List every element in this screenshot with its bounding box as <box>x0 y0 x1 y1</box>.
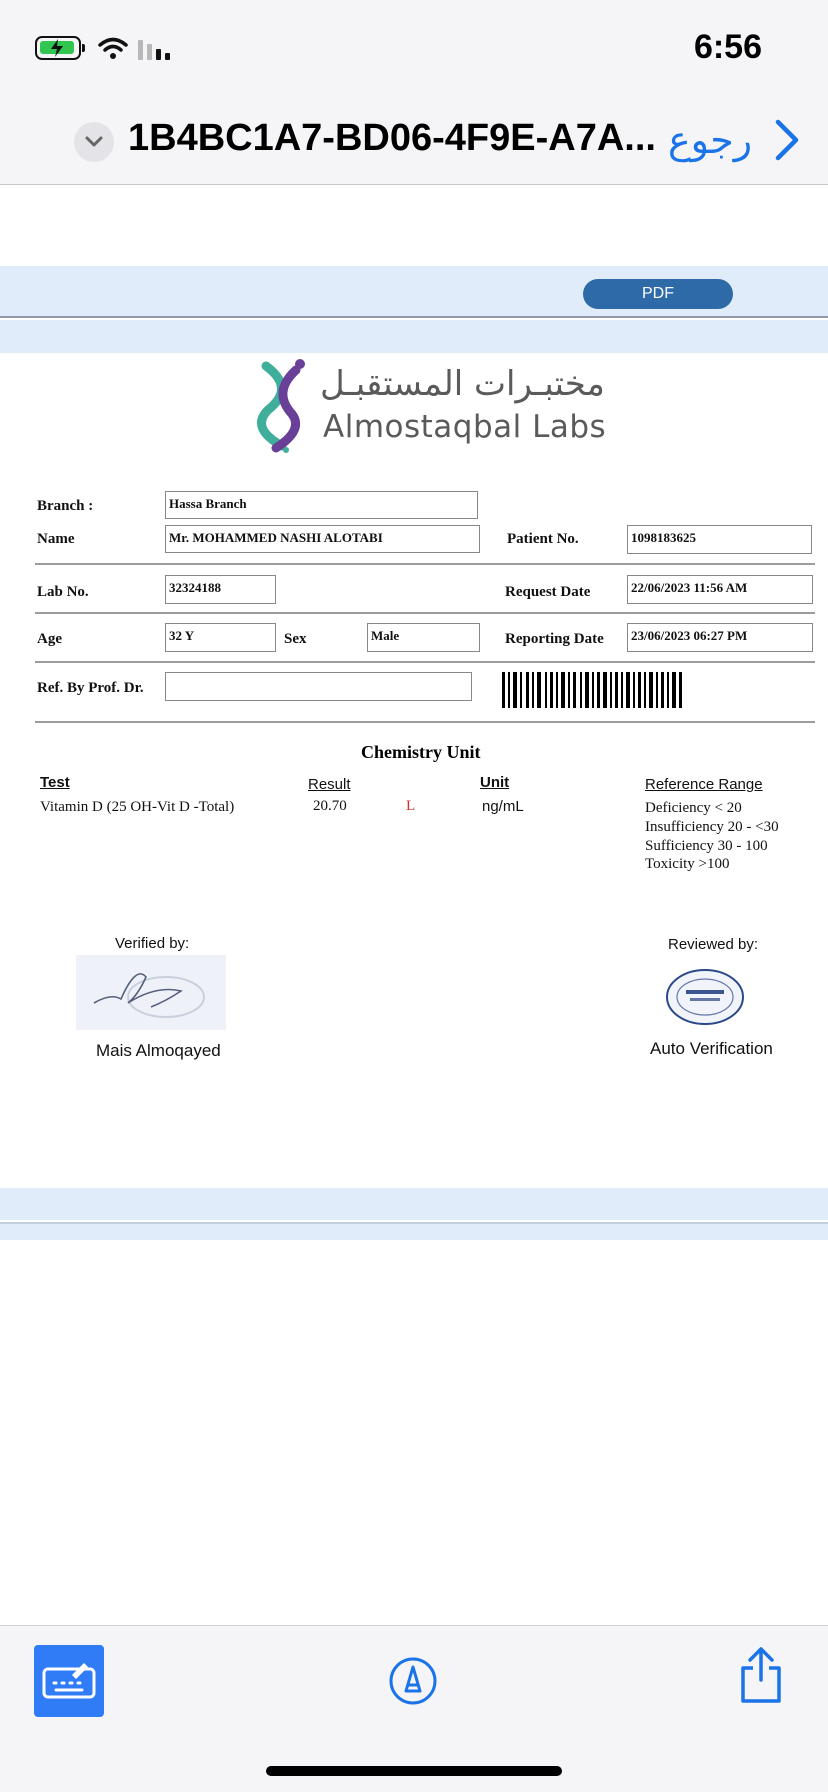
verified-by-label: Verified by: <box>115 935 190 952</box>
dna-logo-icon <box>256 358 308 454</box>
col-header-test: Test <box>40 774 70 791</box>
age-value: 32 Y <box>165 623 276 652</box>
result-flag: L <box>406 798 416 814</box>
sex-label: Sex <box>284 631 307 647</box>
test-result: 20.70 <box>313 798 347 814</box>
request-date-value: 22/06/2023 11:56 AM <box>627 575 813 604</box>
document-title[interactable]: 1B4BC1A7-BD06-4F9E-A7A... <box>128 117 656 159</box>
unit-title: Chemistry Unit <box>361 742 481 762</box>
markup-button[interactable] <box>34 1645 104 1717</box>
lab-no-value: 32324188 <box>165 575 276 604</box>
title-menu-button[interactable] <box>74 122 114 162</box>
verified-by-name: Mais Almoqayed <box>96 1041 221 1060</box>
name-value: Mr. MOHAMMED NASHI ALOTABI <box>165 525 480 553</box>
request-date-label: Request Date <box>505 584 591 600</box>
reference-line: Insufficiency 20 - <30 <box>645 819 779 835</box>
col-header-reference: Reference Range <box>645 776 763 793</box>
logo-english-name: Almostaqbal Labs <box>323 409 607 445</box>
status-time: 6:56 <box>693 28 762 66</box>
pen-markup-icon[interactable] <box>387 1655 439 1707</box>
pdf-page-separator <box>0 320 828 353</box>
pdf-page-footer-band <box>0 1188 828 1220</box>
reviewed-by-name: Auto Verification <box>650 1039 773 1058</box>
branch-label: Branch : <box>37 498 94 514</box>
pdf-badge: PDF <box>583 279 733 309</box>
ref-by-label: Ref. By Prof. Dr. <box>37 680 144 696</box>
wifi-icon <box>98 36 128 60</box>
patient-no-label: Patient No. <box>507 531 579 547</box>
reviewed-by-label: Reviewed by: <box>668 936 759 953</box>
divider <box>35 612 815 614</box>
branch-value: Hassa Branch <box>165 491 478 519</box>
share-icon[interactable] <box>738 1646 784 1704</box>
reference-line: Toxicity >100 <box>645 856 730 872</box>
divider <box>35 661 815 663</box>
barcode-icon <box>502 672 682 708</box>
reference-line: Sufficiency 30 - 100 <box>645 838 768 854</box>
result-unit: ng/mL <box>482 798 524 815</box>
battery-charging-icon <box>35 36 81 60</box>
chevron-right-icon[interactable] <box>774 118 800 162</box>
lab-no-label: Lab No. <box>37 584 89 600</box>
pdf-page-separator <box>0 1222 828 1240</box>
test-name: Vitamin D (25 OH-Vit D -Total) <box>40 799 235 815</box>
age-label: Age <box>37 631 62 647</box>
markup-keyboard-icon <box>42 1661 96 1701</box>
col-header-result: Result <box>308 776 351 793</box>
signature-image <box>76 955 226 1030</box>
cellular-signal-icon <box>138 38 176 62</box>
ref-by-value <box>165 672 472 701</box>
name-label: Name <box>37 531 75 547</box>
chevron-down-icon <box>85 136 103 148</box>
divider <box>35 563 815 565</box>
logo-arabic-name: مختبـرات المستقبـل <box>320 364 605 404</box>
reference-line: Deficiency < 20 <box>645 800 742 816</box>
back-button-label[interactable]: رجوع <box>668 120 753 162</box>
col-header-unit: Unit <box>480 774 510 791</box>
reporting-date-value: 23/06/2023 06:27 PM <box>627 623 813 652</box>
sex-value: Male <box>367 623 480 652</box>
home-indicator <box>266 1766 562 1776</box>
patient-no-value: 1098183625 <box>627 525 812 554</box>
stamp-image <box>664 966 746 1028</box>
reporting-date-label: Reporting Date <box>505 631 604 647</box>
divider <box>35 721 815 723</box>
